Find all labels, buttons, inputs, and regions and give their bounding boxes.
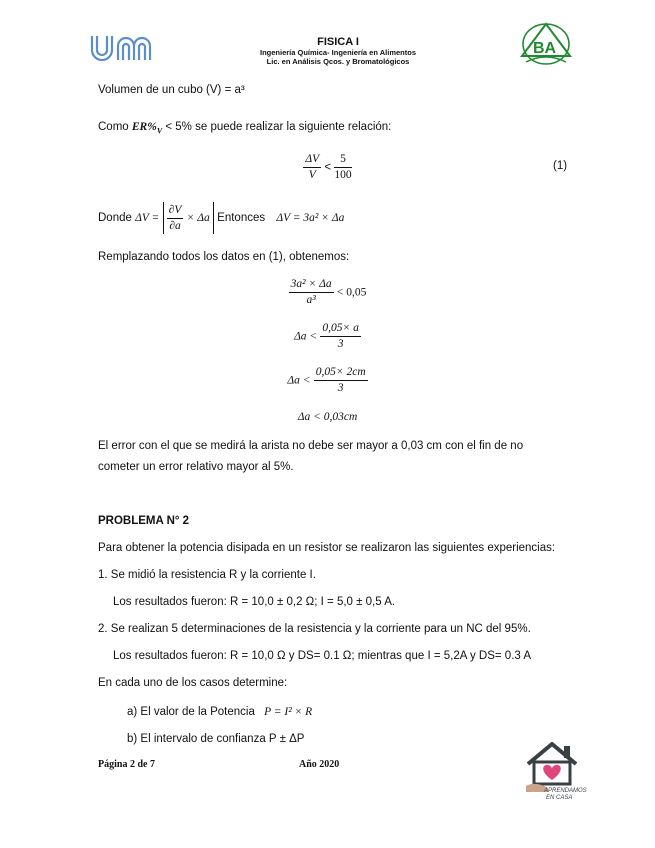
donde-frac [167,203,184,234]
volume-line: Volumen de un cubo (V) = a³ [98,84,245,96]
eq1-right-frac [334,152,351,183]
donde-line [98,202,344,234]
faculty-logo [520,22,572,66]
eq1-label: (1) [553,160,568,172]
faculty-logo-text: BA [533,40,557,57]
eq1-num-left: ΔV [303,152,321,168]
como-line [98,121,391,135]
part-a-text: a) El valor de la Potencia [127,706,255,718]
header-block [228,36,448,66]
problem2-item-1: 1. Se midió la resistencia R y la corriente I. [98,569,316,581]
footer-page: Página 2 de 7 [98,759,155,770]
header-subtitle-2: Lic. en Análisis Qcos. y Bromatológicos [266,57,410,66]
conclusion-line-2: cometer un error relativo mayor al 5%. [98,461,294,473]
donde-dv: ΔV = [135,212,160,224]
aprendamos-logo [522,740,588,802]
problem2-part-b: b) El intervalo de confianza P ± ΔP [127,733,305,745]
step2-frac [320,321,361,352]
aprendamos-text-2: EN CASA [546,795,573,801]
step1-rhs: < 0,05 [336,286,367,299]
como-prefix: Como [98,121,129,133]
donde-label: Donde [98,212,132,224]
aprendamos-text-1: APRENDAMOS [544,788,587,794]
donde-den: ∂a [169,219,181,232]
problem2-intro: Para obtener la potencia disipada en un resistor se realizaron las siguientes experiencias: [98,542,556,554]
step2-lhs: Δa < [294,330,318,343]
step1-den: a³ [306,294,316,306]
step3-frac [314,365,368,396]
como-suffix: se puede realizar la siguiente relación: [195,121,392,133]
eq1-num-right: 5 [334,152,351,168]
step1-num: 3a² × Δa [289,277,334,293]
problem2-part-a [127,706,312,718]
conclusion-line-1: El error con el que se medirá la arista no debe ser mayor a 0,03 cm con el fin de no [98,440,524,452]
como-expr [131,121,163,136]
abs-bar-left [163,202,164,234]
step-2 [0,321,655,352]
problem2-heading: PROBLEMA N° 2 [98,515,190,527]
header-subtitle-1: Ingeniería Química- Ingeniería en Alimentos [259,48,416,57]
step-1 [0,277,655,308]
header-title: FISICA I [317,36,359,48]
remplazando-line: Remplazando todos los datos en (1), obtenemos: [98,251,350,263]
step3-den: 3 [337,382,344,394]
eq1-left-frac [303,152,321,183]
part-a-formula: P = I² × R [264,706,313,718]
eq1-den-left: V [308,169,316,181]
entonces-expr: ΔV = 3a² × Δa [276,212,345,224]
step1-frac [289,277,334,308]
como-rel: < 5% [165,121,192,133]
donde-times: × Δa [186,212,210,224]
step-4: Δa < 0,03cm [297,411,358,423]
problem2-item-1-result: Los resultados fueron: R = 10,0 ± 0,2 Ω; I = 5,0 ± 0,5 A. [113,596,396,608]
step3-lhs: Δa < [287,374,311,387]
step3-num: 0,05× 2cm [314,365,368,381]
entonces-label: Entonces [217,212,266,224]
abs-bar-right [213,202,214,234]
university-logo-text: um [88,30,90,31]
step2-den: 3 [337,338,344,350]
eq1-den-right: 100 [334,169,352,181]
footer-year: Año 2020 [299,759,340,770]
problem2-determine: En cada uno de los casos determine: [98,677,288,689]
problem2-item-2: 2. Se realizan 5 determinaciones de la resistencia y la corriente para un NC del 95%. [98,623,531,635]
como-sub: V [156,126,163,136]
como-expr-text: ER% [131,121,157,133]
university-logo [88,30,158,66]
step-3 [0,365,655,396]
problem2-item-2-result: Los resultados fueron: R = 10,0 Ω y DS= 0.1 Ω; mientras que I = 5,2A y DS= 0.3 A [113,650,532,662]
step2-num: 0,05× a [320,321,361,337]
eq1-lt: < [324,161,332,174]
donde-num: ∂V [167,203,184,219]
